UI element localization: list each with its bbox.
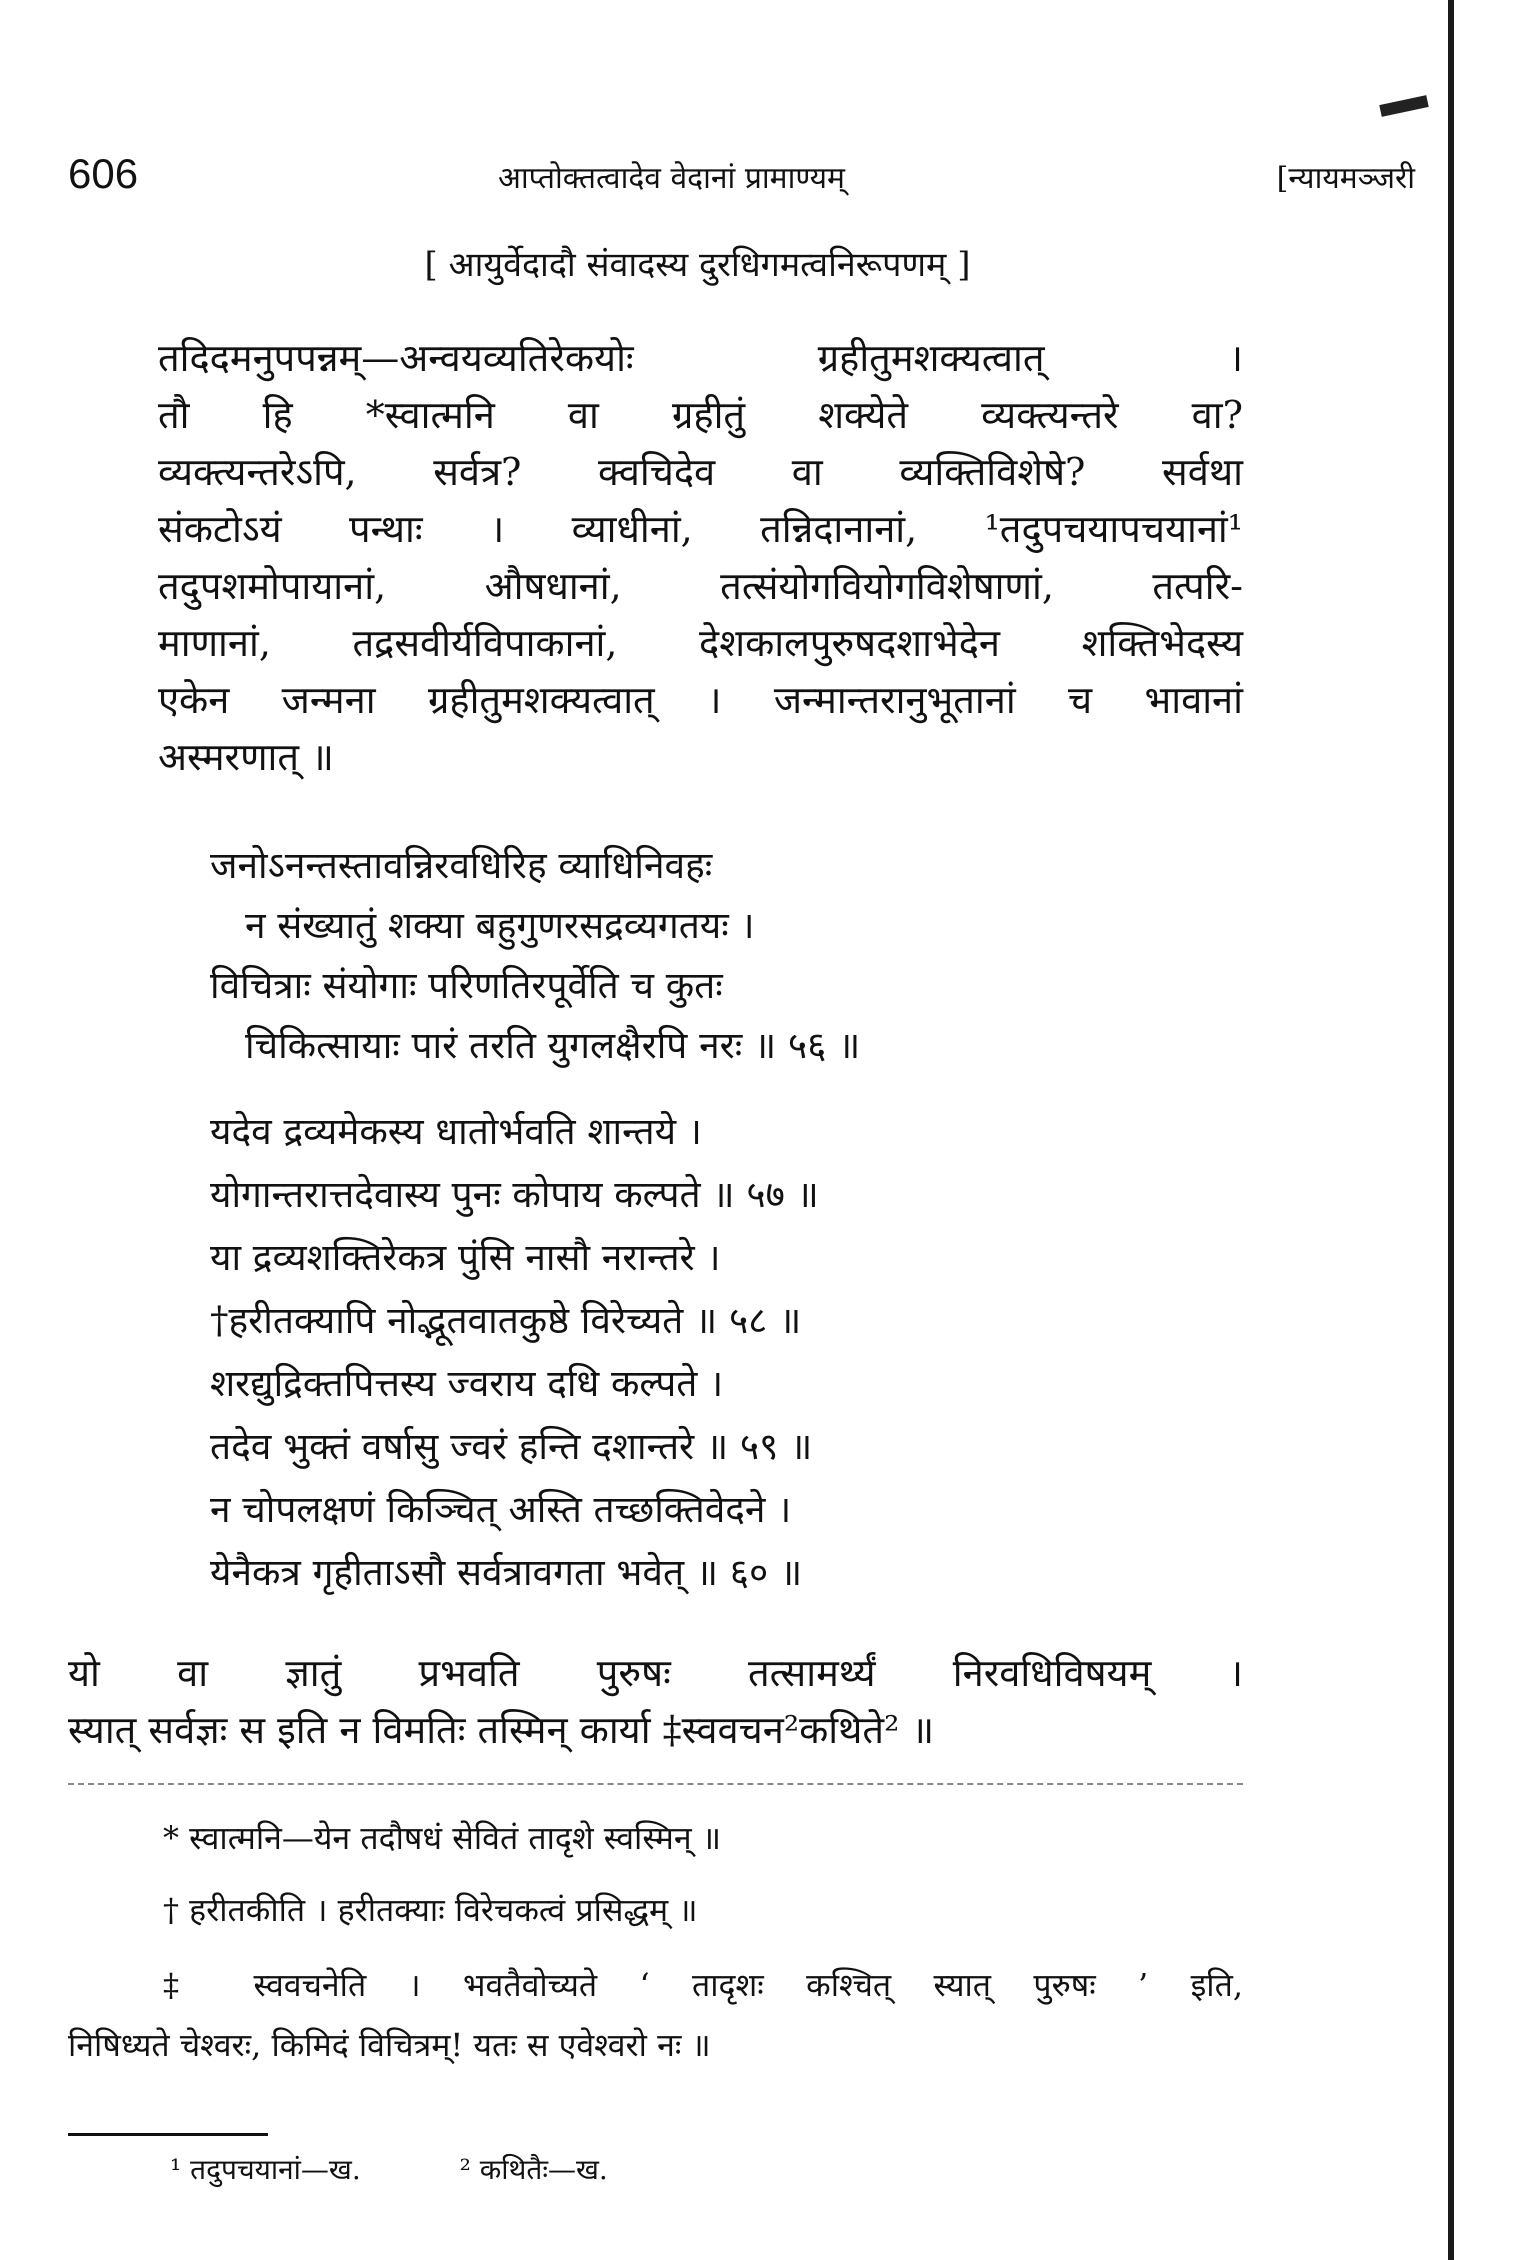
paragraph-1 (68, 330, 1243, 786)
verse-line: न संख्यातुं शक्या बहुगुणरसद्रव्यगतयः । (245, 904, 755, 947)
verse-line: योगान्तरात्तदेवास्य पुनः कोपाय कल्पते ॥ ५७ ॥ (210, 1173, 819, 1216)
text-line: यो वा ज्ञातुं प्रभवति पुरुषः तत्सामर्थ्यं निरवधिविषयम् । (68, 1651, 1243, 1695)
footnote-haritaki: † हरीतकीति । हरीतक्याः विरेचकत्वं प्रसिद्धम् ॥ (163, 1891, 698, 1929)
text-line: एकेन जन्मना ग्रहीतुमशक्यत्वात् । जन्मान्तरानुभूतानां च भावानां (158, 678, 1243, 722)
verse-line: विचित्राः संयोगाः परिणतिरपूर्वेति च कुतः (210, 964, 723, 1007)
text-line: माणानां, तद्रसवीर्यविपाकानां, देशकालपुरुषदशाभेदेन शक्तिभेदस्य (158, 621, 1243, 665)
footnote-separator (68, 1783, 1243, 1785)
text-line: निषिध्यते चेश्वरः, किमिदं विचित्रम्! यतः स एवेश्वरो नः ॥ (68, 2026, 711, 2064)
page-edge-shadow (1448, 0, 1454, 2260)
footnote-svavachana (68, 1955, 1243, 2075)
verse-line: यदेव द्रव्यमेकस्य धातोर्भवति शान्तये । (210, 1110, 702, 1153)
verse-line: शरद्युद्रिक्तपित्तस्य ज्वराय दधि कल्पते । (210, 1362, 724, 1405)
variant-note: ² कथितैः—ख. (459, 2153, 608, 2186)
verse-line: न चोपलक्षणं किञ्चित् अस्ति तच्छक्तिवेदने । (210, 1488, 792, 1531)
verse-line: येनैकत्र गृहीताऽसौ सर्वत्रावगता भवेत् ॥ ६० ॥ (210, 1551, 803, 1594)
page-header (68, 150, 1415, 200)
text-line: व्यक्त्यन्तरेऽपि, सर्वत्र? क्वचिदेव वा व्यक्तिविशेषे? सर्वथा (158, 450, 1243, 494)
text-line: ‡ स्ववचनेति । भवतैवोच्यते ‘ तादृशः कश्चित् स्यात् पुरुषः ’ इति, (163, 1966, 1243, 2004)
verse-56 (210, 836, 860, 1076)
verse-line: †हरीतक्यापि नोद्भूतवातकुष्ठे विरेच्यते ॥ ५८ ॥ (210, 1299, 802, 1342)
verse-line: जनोऽनन्तस्तावन्निरवधिरिह व्याधिनिवहः (210, 844, 713, 887)
section-title: [ आयुर्वेदादौ संवादस्य दुरधिगमत्वनिरूपणम् ] (424, 245, 971, 285)
text-line: तौ हि *स्वात्मनि वा ग्रहीतुं शक्येते व्यक्त्यन्तरे वा? (158, 393, 1243, 437)
footnote-svatmani: * स्वात्मनि—येन तदौषधं सेवितं तादृशे स्वस्मिन् ॥ (163, 1819, 722, 1857)
text-line: तदुपशमोपायानां, औषधानां, तत्संयोगवियोगविशेषाणां, तत्परि- (158, 564, 1243, 608)
text-line: स्यात् सर्वज्ञः स इति न विमतिः तस्मिन् कार्या ‡स्ववचन²कथिते² ॥ (68, 1708, 935, 1752)
page-number: 606 (68, 150, 139, 197)
verse-line: या द्रव्यशक्तिरेकत्र पुंसि नासौ नरान्तरे । (210, 1236, 721, 1279)
paragraph-2 (68, 1645, 1243, 1759)
variant-note: ¹ तदुपचयानां—ख. (170, 2153, 361, 2186)
running-title: आप्तोक्तत्वादेव वेदानां प्रामाण्यम् (498, 161, 845, 196)
verse-line: चिकित्सायाः पारं तरति युगलक्षैरपि नरः ॥ ५६ ॥ (245, 1024, 861, 1067)
text-line: तदिदमनुपपन्नम्—अन्वयव्यतिरेकयोः ग्रहीतुमशक्यत्वात् । (158, 336, 1243, 380)
ink-blot (1379, 95, 1428, 117)
variant-readings (170, 2150, 698, 2188)
text-line: अस्मरणात् ॥ (158, 735, 334, 779)
text-line: संकटोऽयं पन्थाः । व्याधीनां, तन्निदानानां, ¹तदुपचयापचयानां¹ (158, 507, 1243, 551)
book-title: [न्यायमञ्जरी (1276, 161, 1415, 196)
verse-line: तदेव भुक्तं वर्षासु ज्वरं हन्ति दशान्तरे ॥ ५९ ॥ (210, 1425, 813, 1468)
variant-notes-rule (68, 2133, 268, 2136)
verses-57-60 (210, 1100, 819, 1604)
